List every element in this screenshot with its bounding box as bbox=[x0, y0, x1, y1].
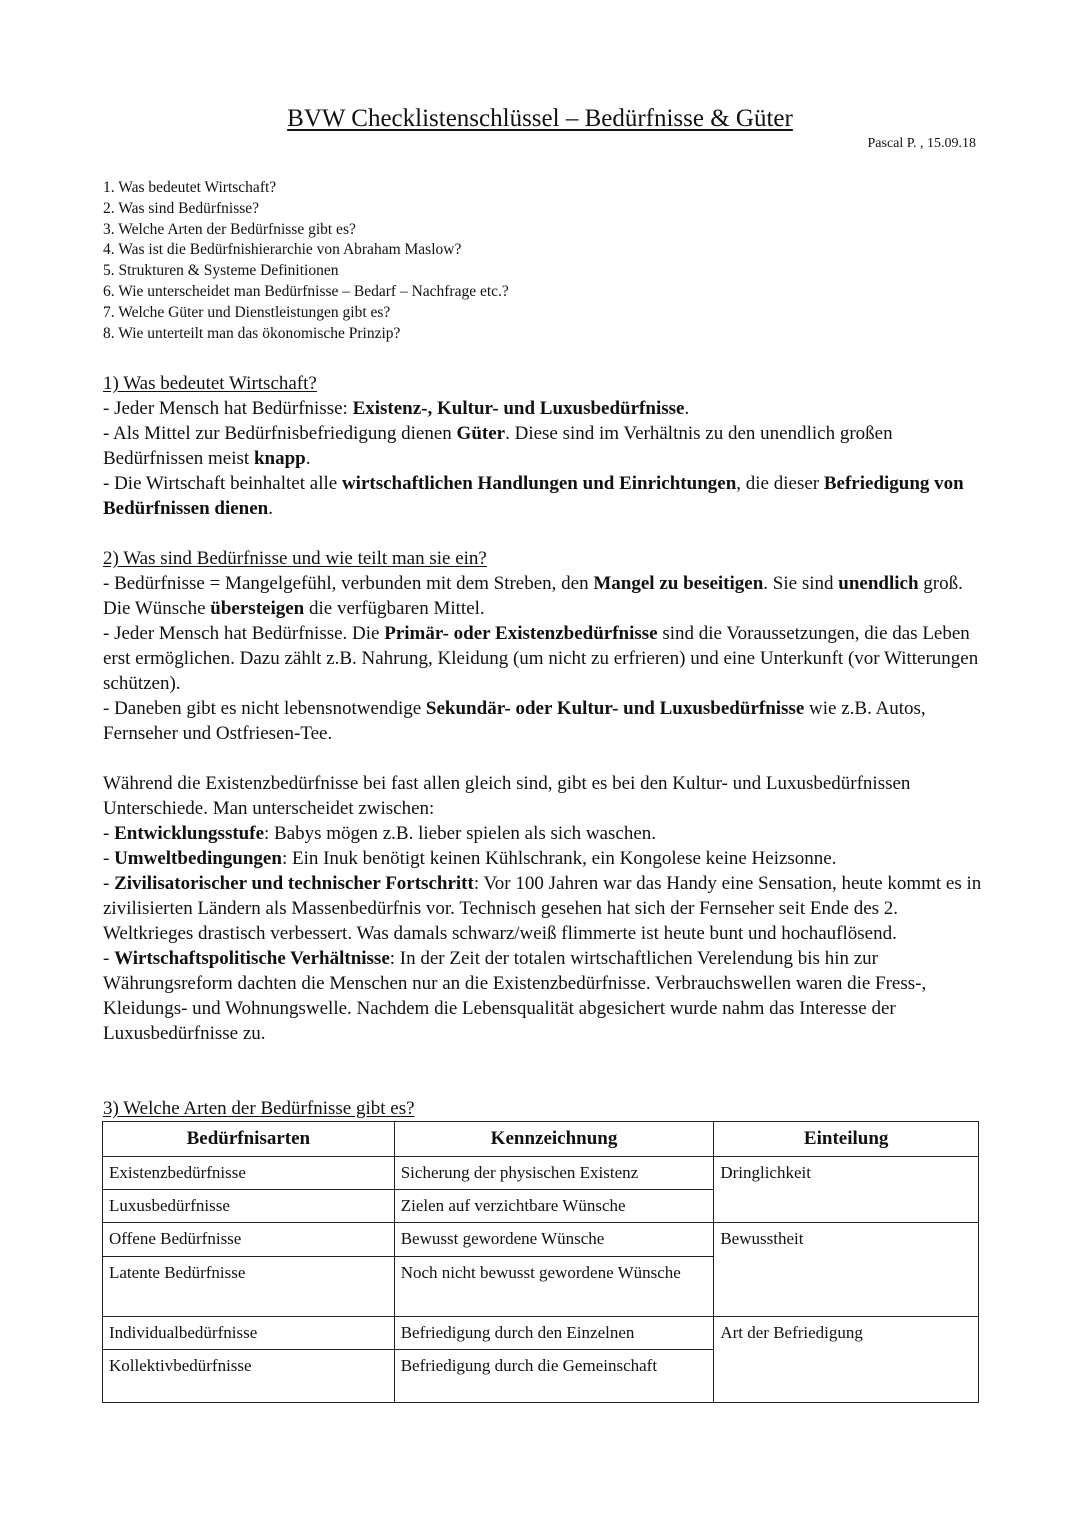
table-cell: Luxusbedürfnisse bbox=[103, 1190, 395, 1223]
table-cell: Latente Bedürfnisse bbox=[103, 1257, 395, 1317]
factor-item: - Entwicklungsstufe: Babys mögen z.B. lieber spielen als sich waschen. bbox=[103, 823, 657, 844]
column-header: Kennzeichnung bbox=[394, 1122, 714, 1157]
table-cell: Offene Bedürfnisse bbox=[103, 1223, 395, 1257]
toc-item: 2. Was sind Bedürfnisse? bbox=[103, 199, 260, 217]
table-cell: Kollektivbedürfnisse bbox=[103, 1350, 395, 1403]
table-cell: Sicherung der physischen Existenz bbox=[394, 1157, 714, 1190]
group-cell: Dringlichkeit bbox=[714, 1157, 979, 1223]
section-arten bbox=[103, 1096, 983, 1121]
paragraph: - Jeder Mensch hat Bedürfnisse. Die Primär- oder Existenzbedürfnisse sind die Voraussetzungen, die das Leben erst ermöglichen. Dazu zählt z.B. Nahrung, Kleidung (um nicht zu erfrieren) und eine Unterkunft (vor Witterungen schützen). bbox=[103, 623, 979, 694]
document-title: BVW Checklistenschlüssel – Bedürfnisse & Güter bbox=[287, 105, 793, 132]
paragraph: - Als Mittel zur Bedürfnisbefriedigung dienen Güter. Diese sind im Verhältnis zu den unendlich großen Bedürfnissen meist knapp. bbox=[103, 423, 893, 469]
author-date: Pascal P. , 15.09.18 bbox=[867, 136, 976, 151]
table-row bbox=[103, 1157, 979, 1190]
section-heading: 2) Was sind Bedürfnisse und wie teilt man sie ein? bbox=[103, 548, 487, 569]
table-cell: Individualbedürfnisse bbox=[103, 1317, 395, 1350]
paragraph: - Bedürfnisse = Mangelgefühl, verbunden mit dem Streben, den Mangel zu beseitigen. Sie sind unendlich groß. Die Wünsche übersteigen die verfügbaren Mittel. bbox=[103, 573, 963, 619]
toc-item: 3. Welche Arten der Bedürfnisse gibt es? bbox=[103, 220, 356, 238]
toc-item: 5. Strukturen & Systeme Definitionen bbox=[103, 262, 339, 280]
table-cell: Zielen auf verzichtbare Wünsche bbox=[394, 1190, 714, 1223]
table-cell: Bewusst gewordene Wünsche bbox=[394, 1223, 714, 1257]
table-row bbox=[103, 1223, 979, 1257]
paragraph: Während die Existenzbedürfnisse bei fast allen gleich sind, gibt es bei den Kultur- und Luxusbedürfnissen Unterschiede. Man unterscheidet zwischen: bbox=[103, 773, 911, 819]
table-cell: Noch nicht bewusst gewordene Wünsche bbox=[394, 1257, 714, 1317]
table-header-row bbox=[103, 1122, 979, 1157]
table-cell: Befriedigung durch den Einzelnen bbox=[394, 1317, 714, 1350]
factor-item: - Umweltbedingungen: Ein Inuk benötigt keinen Kühlschrank, ein Kongolese keine Heizsonne. bbox=[103, 848, 837, 869]
toc-item: 4. Was ist die Bedürfnishierarchie von Abraham Maslow? bbox=[103, 241, 462, 259]
group-cell: Art der Befriedigung bbox=[714, 1317, 979, 1403]
paragraph: - Daneben gibt es nicht lebensnotwendige Sekundär- oder Kultur- und Luxusbedürfnisse wie z.B. Autos, Fernseher und Ostfriesen-Tee. bbox=[103, 698, 926, 744]
column-header: Einteilung bbox=[714, 1122, 979, 1157]
toc-item: 6. Wie unterscheidet man Bedürfnisse – Bedarf – Nachfrage etc.? bbox=[103, 282, 509, 300]
table-of-contents bbox=[103, 178, 509, 344]
factor-item: - Wirtschaftspolitische Verhältnisse: In der Zeit der totalen wirtschaftlichen Verelendung bis hin zur Währungsreform dachten die Menschen nur an die Existenzbedürfnisse. Verbrauchswellen waren die Fress-, Kleidungs- und Wohnungswelle. Nachdem die Lebensqualität abgesichert wurde nahm das Interesse der Luxusbedürfnisse zu. bbox=[103, 948, 927, 1044]
section-heading: 1) Was bedeutet Wirtschaft? bbox=[103, 373, 317, 394]
column-header: Bedürfnisarten bbox=[103, 1122, 395, 1157]
beduerfnisarten-table bbox=[102, 1121, 979, 1403]
toc-item: 8. Wie unterteilt man das ökonomische Prinzip? bbox=[103, 324, 401, 342]
table-cell: Befriedigung durch die Gemeinschaft bbox=[394, 1350, 714, 1403]
section-beduerfnisse bbox=[103, 546, 983, 1046]
paragraph: - Jeder Mensch hat Bedürfnisse: Existenz-, Kultur- und Luxusbedürfnisse. bbox=[103, 398, 690, 419]
section-heading: 3) Welche Arten der Bedürfnisse gibt es? bbox=[103, 1098, 415, 1119]
toc-item: 1. Was bedeutet Wirtschaft? bbox=[103, 179, 277, 196]
table-row bbox=[103, 1317, 979, 1350]
factor-item: - Zivilisatorischer und technischer Fortschritt: Vor 100 Jahren war das Handy eine Sensation, heute kommt es in zivilisierten Ländern als Massenbedürfnis vor. Technisch gesehen hat sich der Fernseher seit Ende des 2. Weltkrieges drastisch verbessert. Was damals schwarz/weiß flimmerte ist heute bunt und hochauflösend. bbox=[103, 873, 982, 944]
table-cell: Existenzbedürfnisse bbox=[103, 1157, 395, 1190]
group-cell: Bewusstheit bbox=[714, 1223, 979, 1317]
paragraph: - Die Wirtschaft beinhaltet alle wirtschaftlichen Handlungen und Einrichtungen, die dieser Befriedigung von Bedürfnissen dienen. bbox=[103, 473, 964, 519]
section-wirtschaft bbox=[103, 371, 983, 521]
toc-item: 7. Welche Güter und Dienstleistungen gibt es? bbox=[103, 303, 391, 321]
